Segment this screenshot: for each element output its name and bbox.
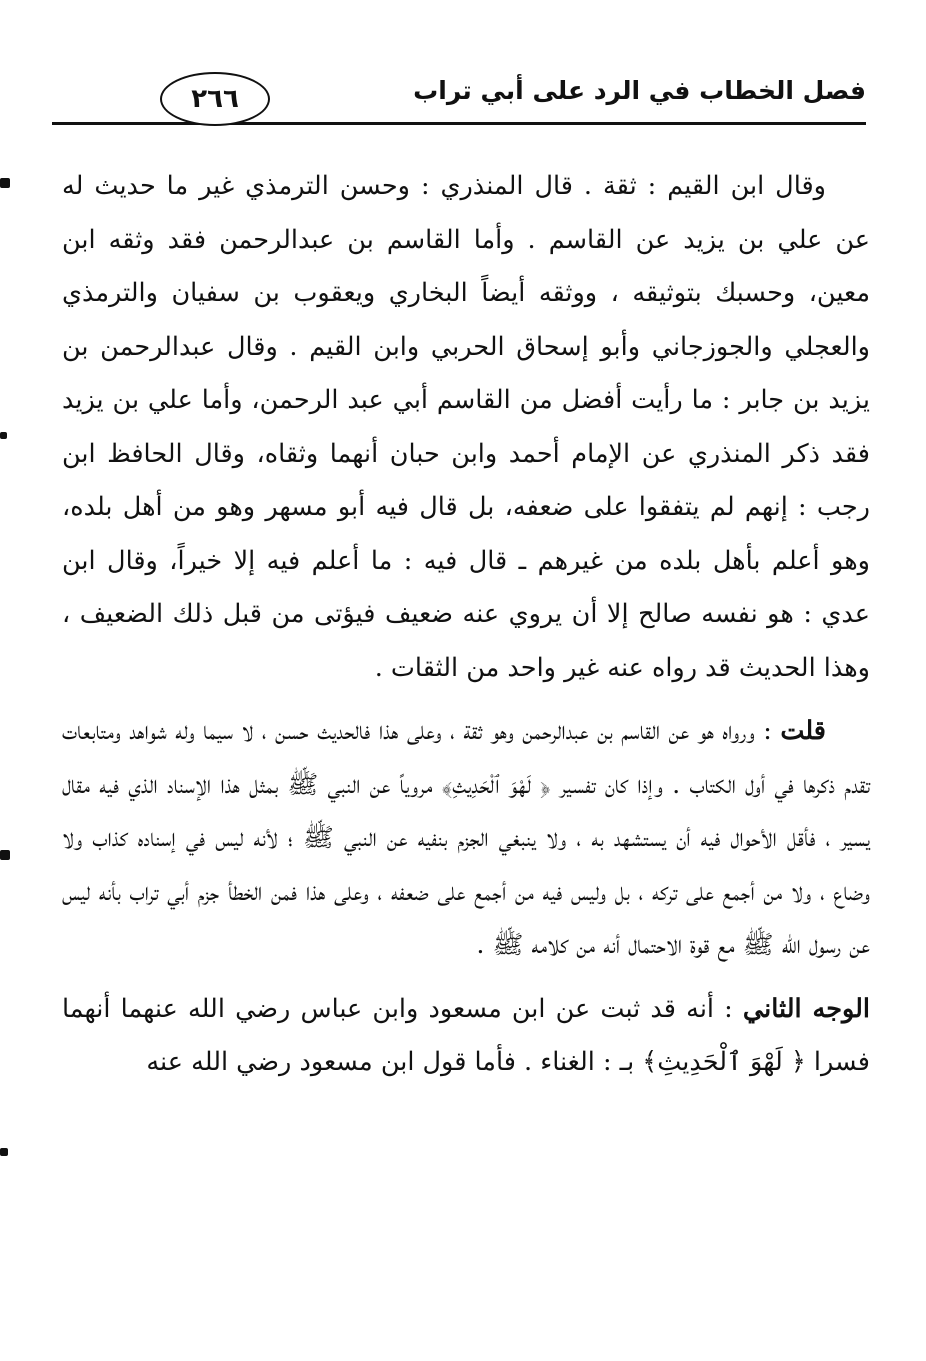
paragraph-2-text: : ورواه هو عن القاسم بن عبدالرحمن وهو ثقة ، وعلى هذا فالحديث حسن ، لا سيما وله شواهد ومتابعات تقدم ذكرها في أول الكتاب . وإذا كان تفسير ﴿ لَهْوَ ٱلْحَدِيثِ﴾ مروياً عن النبي ﷺ بمثل هذا الإسناد الذي فيه مقال يسير ، فأقل الأحوال فيه أن يستشهد به ، ولا ينبغي الجزم بنفيه عن النبي ﷺ ؛ لأنه ليس في إسناده كذاب ولا وضاع ، ولا من أجمع على تركه ، بل وليس فيه من أجمع على ضعفه ، وعلى هذا فمن الخطأ جزم أبي تراب بأنه ليس عن رسول الله ﷺ مع قوة الاحتمال أنه من كلامه ﷺ . (62, 716, 870, 960)
margin-mark (0, 850, 10, 860)
header-rule (52, 122, 866, 125)
running-title: فصل الخطاب في الرد على أبي تراب (413, 76, 866, 105)
page-header (52, 62, 866, 132)
page-body (62, 160, 870, 1090)
paragraph-1-text: وقال ابن القيم : ثقة . قال المنذري : وحسن الترمذي غير ما حديث له عن علي بن يزيد عن القاسم . وأما القاسم بن عبدالرحمن فقد وثقه ابن معين، وحسبك بتوثيقه ، ووثقه أيضاً البخاري ويعقوب بن سفيان والترمذي والعجلي والجوزجاني وأبو إسحاق الحربي وابن القيم . وقال عبدالرحمن بن يزيد بن جابر : ما رأيت أفضل من القاسم أبي عبد الرحمن، وأما علي بن يزيد فقد ذكر المنذري عن الإمام أحمد وابن حبان أنهما وثقاه، وقال الحافظ ابن رجب : إنهم لم يتفقوا على ضعفه، بل قال فيه أبو مسهر وهو من أهل بلده، وهو أعلم بأهل بلده من غيرهم ـ قال فيه : ما أعلم فيه إلا خيراً، وقال ابن عدي : هو نفسه صالح إلا أن يروي عنه ضعيف فيؤتى من قبل ذلك الضعيف ، وهذا الحديث قد رواه عنه غير واحد من الثقات . (62, 171, 870, 683)
paragraph-3-text: : أنه قد ثبت عن ابن مسعود وابن عباس رضي الله عنهما أنهما فسرا ﴿ لَهْوَ ٱلْحَدِيثِ﴾ بـ : الغناء . فأما قول ابن مسعود رضي الله عنه (62, 993, 870, 1077)
paragraph-2-lead: قلت (780, 716, 826, 746)
margin-mark (0, 1148, 8, 1156)
margin-mark (0, 432, 7, 439)
page-number: ٢٦٦ (160, 72, 270, 126)
paragraph-2 (62, 705, 870, 973)
paragraph-3 (62, 983, 870, 1090)
paragraph-3-lead: الوجه الثاني (742, 993, 870, 1024)
paragraph-1 (62, 160, 870, 695)
margin-mark (0, 178, 10, 188)
